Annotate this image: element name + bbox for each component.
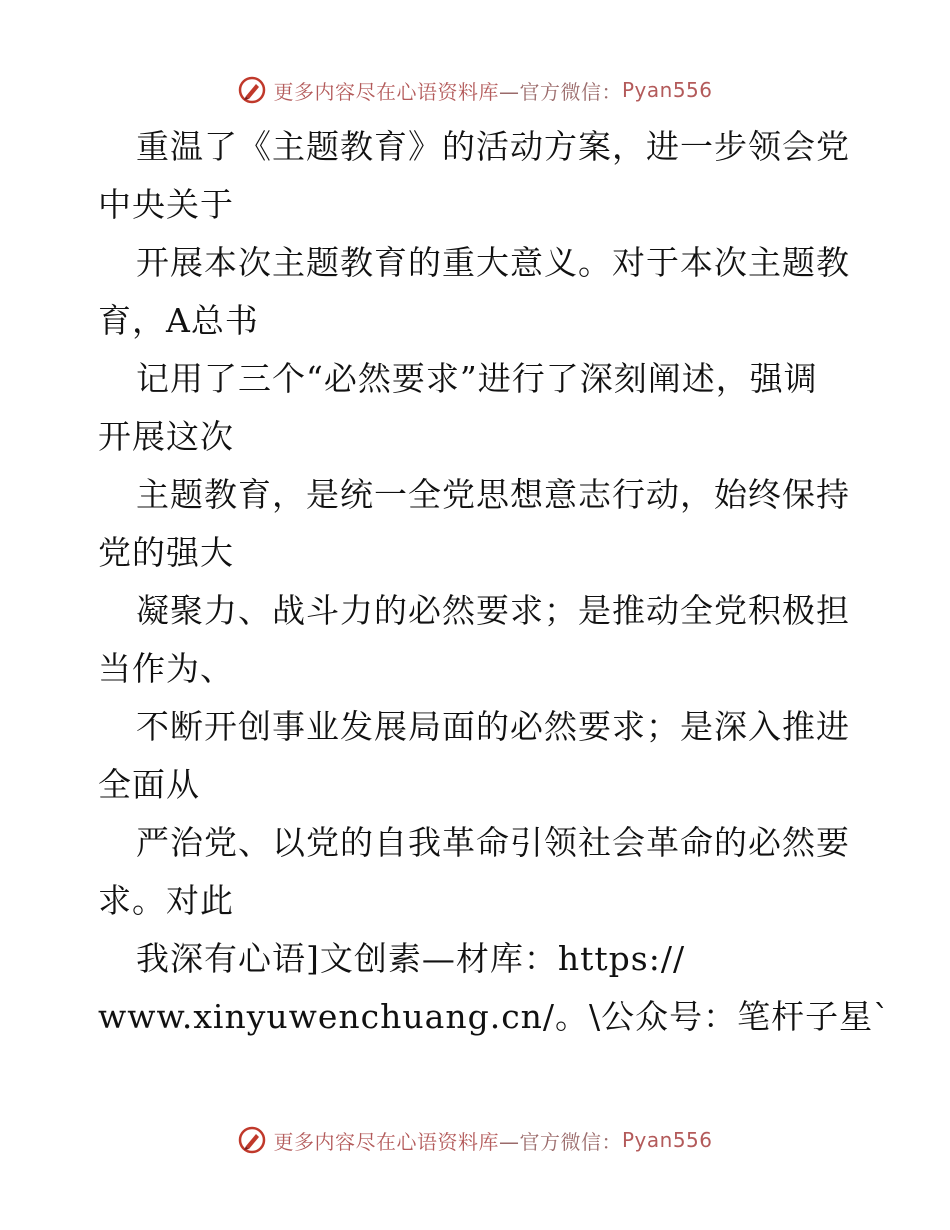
line-text: 我深有心语]文创素—材库：https://	[136, 939, 686, 978]
header-site-text: 更多内容尽在心语资料库	[273, 79, 499, 104]
line-continuation: 育，A总书	[98, 301, 259, 340]
paragraph-line	[98, 350, 858, 466]
footer-wechat-id: Pyan556	[621, 1128, 713, 1152]
paragraph-line	[98, 466, 858, 582]
line-continuation: 党的强大	[98, 533, 234, 572]
header-banner	[0, 72, 950, 108]
footer-official-text: —官方微信：	[498, 1129, 622, 1154]
line-text: 凝聚力、战斗力的必然要求；是推动全党积极担	[136, 591, 850, 630]
line-text: 主题教育，是统一全党思想意志行动，始终保持	[136, 475, 850, 514]
paragraph-line	[98, 582, 858, 698]
header-wechat-id: Pyan556	[621, 78, 713, 102]
line-continuation: 当作为、	[98, 649, 234, 688]
document-body	[98, 118, 891, 1046]
footer-site-text: 更多内容尽在心语资料库	[273, 1129, 499, 1154]
line-continuation: 求。对此	[98, 881, 234, 920]
paragraph-line	[98, 118, 858, 234]
paragraph-line	[98, 698, 858, 814]
pen-logo-icon	[237, 1125, 267, 1155]
paragraph-line	[98, 234, 858, 350]
header-official-text: —官方微信：	[498, 79, 622, 104]
line-continuation: 中央关于	[98, 185, 234, 224]
footer-banner-text	[273, 1126, 712, 1155]
line-text: 记用了三个“必然要求”进行了深刻阐述，强调	[136, 359, 818, 398]
line-text: 重温了《主题教育》的活动方案，进一步领会党	[136, 127, 850, 166]
paragraph-line	[98, 930, 891, 1046]
line-text: 开展本次主题教育的重大意义。对于本次主题教	[136, 243, 850, 282]
footer-banner	[0, 1122, 950, 1158]
line-text: 严治党、以党的自我革命引领社会革命的必然要	[136, 823, 850, 862]
paragraph-line	[98, 814, 858, 930]
header-banner-text	[273, 76, 712, 105]
line-text: 不断开创事业发展局面的必然要求；是深入推进	[136, 707, 850, 746]
pen-logo-icon	[237, 75, 267, 105]
line-continuation: www.xinyuwenchuang.cn/。\公众号：笔杆子星`	[98, 997, 891, 1036]
line-continuation: 全面从	[98, 765, 200, 804]
line-continuation: 开展这次	[98, 417, 234, 456]
